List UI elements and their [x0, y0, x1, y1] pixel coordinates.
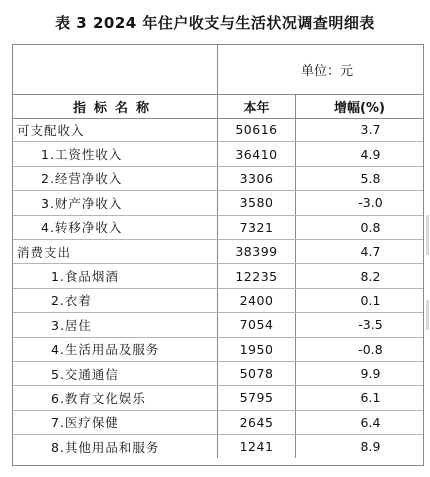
indicator-name: 2.衣着 — [51, 293, 92, 309]
growth-value: 6.1 — [295, 386, 423, 409]
table-row — [13, 167, 423, 191]
table-row — [13, 142, 423, 166]
table-row — [13, 362, 423, 386]
indicator-name: 1.食品烟酒 — [51, 269, 119, 285]
indicator-name: 2.经营净收入 — [41, 171, 123, 187]
current-year-value: 2645 — [217, 411, 295, 434]
header-current-year: 本年 — [217, 94, 295, 118]
growth-value: 4.9 — [295, 142, 423, 165]
growth-value: 9.9 — [295, 362, 423, 385]
table-row — [13, 289, 423, 313]
growth-value: 3.7 — [295, 118, 423, 141]
growth-value: 4.7 — [295, 240, 423, 263]
growth-value: 6.4 — [295, 411, 423, 434]
table-title: 表 3 2024 年住户收支与生活状况调查明细表 — [55, 14, 375, 32]
growth-value: 8.2 — [295, 264, 423, 287]
current-year-value: 12235 — [217, 264, 295, 287]
indicator-name: 4.生活用品及服务 — [51, 342, 160, 358]
growth-value: -3.5 — [295, 313, 423, 336]
growth-value: 0.8 — [295, 216, 423, 239]
edge-mark — [426, 215, 429, 255]
edge-mark — [426, 300, 429, 330]
indicator-name: 8.其他用品和服务 — [51, 439, 160, 455]
current-year-value: 1950 — [217, 338, 295, 361]
current-year-value: 50616 — [217, 118, 295, 141]
table-row — [13, 313, 423, 337]
growth-value: 0.1 — [295, 289, 423, 312]
page-edge — [424, 0, 430, 477]
table-row — [13, 386, 423, 410]
unit-row — [13, 45, 423, 95]
indicator-name: 3.居住 — [51, 317, 92, 333]
table-row — [13, 338, 423, 362]
growth-value: -3.0 — [295, 191, 423, 214]
current-year-value: 3306 — [217, 167, 295, 190]
indicator-name: 5.交通通信 — [51, 366, 119, 382]
unit-label: 单位：元 — [301, 64, 354, 79]
indicator-name: 4.转移净收入 — [41, 220, 123, 236]
table-row — [13, 118, 423, 142]
indicator-name: 1.工资性收入 — [41, 147, 123, 163]
table-row — [13, 435, 423, 458]
indicator-name: 6.教育文化娱乐 — [51, 390, 146, 406]
current-year-value: 5078 — [217, 362, 295, 385]
current-year-value: 5795 — [217, 386, 295, 409]
indicator-name: 消费支出 — [17, 244, 72, 260]
table-body — [13, 118, 423, 458]
table-row — [13, 240, 423, 264]
current-year-value: 1241 — [217, 435, 295, 458]
indicator-name: 7.医疗保健 — [51, 415, 119, 431]
current-year-value: 2400 — [217, 289, 295, 312]
table-row — [13, 411, 423, 435]
income-expenditure-table — [12, 44, 424, 466]
current-year-value: 7321 — [217, 216, 295, 239]
header-growth: 增幅(%) — [295, 94, 423, 118]
table-row — [13, 191, 423, 215]
table-row — [13, 264, 423, 288]
current-year-value: 3580 — [217, 191, 295, 214]
growth-value: 5.8 — [295, 167, 423, 190]
current-year-value: 38399 — [217, 240, 295, 263]
current-year-value: 36410 — [217, 142, 295, 165]
table-header — [13, 94, 423, 119]
indicator-name: 3.财产净收入 — [41, 195, 123, 211]
column-divider — [217, 45, 218, 94]
indicator-name: 可支配收入 — [17, 122, 85, 138]
current-year-value: 7054 — [217, 313, 295, 336]
growth-value: -0.8 — [295, 338, 423, 361]
header-indicator: 指标名称 — [72, 100, 157, 116]
growth-value: 8.9 — [295, 435, 423, 458]
table-row — [13, 216, 423, 240]
